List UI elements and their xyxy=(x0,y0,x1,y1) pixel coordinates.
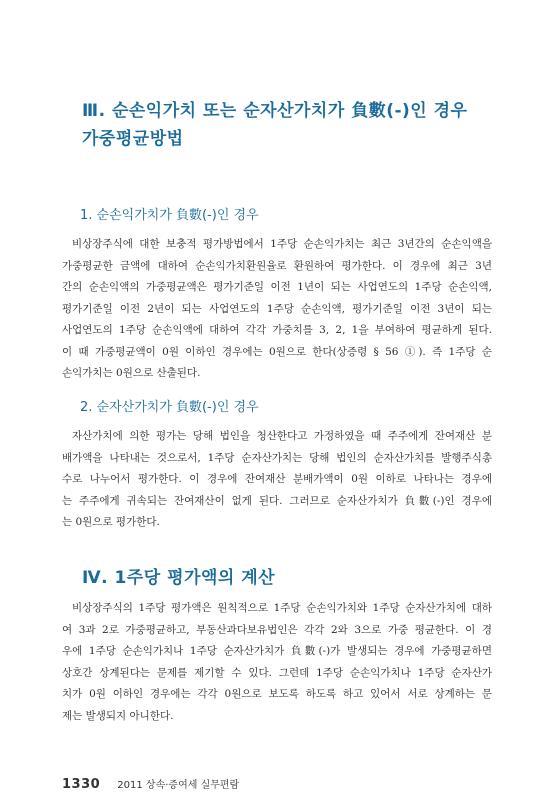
paragraph-line: 여 3과 2로 가중평균하고, 부동산과다보유법인은 각각 2와 3으로 가중 평균한다. 이 경 xyxy=(62,623,492,636)
page-footer xyxy=(62,773,239,792)
subsection-2-heading: 2. 순자산가치가 負數(-)인 경우 xyxy=(80,400,259,415)
paragraph-line: 제는 발생되지 아니한다. xyxy=(62,709,174,722)
paragraph-line: 우에 1주당 순손익가치나 1주당 순자산가치가 負數(-)가 발생되는 경우에 가중평균하면 xyxy=(62,645,492,657)
paragraph-line: 는 주주에게 귀속되는 잔여재산이 없게 된다. 그러므로 순자산가치가 負數(-)인 경우에 xyxy=(62,494,492,507)
paragraph-line: 치가 0원 이하인 경우에는 각각 0원으로 보도록 하도록 하고 있어서 서로 상계하는 문 xyxy=(62,688,492,700)
section-4-title: Ⅳ. 1주당 평가액의 계산 xyxy=(82,568,276,588)
paragraph-line: 비상장주식의 1주당 평가액은 원칙적으로 1주당 순손익가치와 1주당 순자산가치에 대하 xyxy=(72,602,492,614)
paragraph-line: 배가액을 나타내는 것으로서, 1주당 순자산가치는 당해 법인의 순자산가치를 발행주식총 xyxy=(62,451,492,464)
paragraph-line: 는 0원으로 평가한다. xyxy=(62,516,160,528)
subsection-2-paragraph xyxy=(62,426,492,534)
paragraph-line: 평가기준일 이전 2년이 되는 사업연도의 1주당 순손익액, 평가기준일 이전 3년이 되는 xyxy=(62,302,492,315)
paragraph-line: 가중평균한 금액에 대하여 순손익가치환원율로 환원하여 평가한다. 이 경우에 최근 3년 xyxy=(62,259,492,272)
section-3-title-line-1: Ⅲ. 순손익가치 또는 순자산가치가 負數(-)인 경우 xyxy=(82,101,468,121)
subsection-1-heading: 1. 순손익가치가 負數(-)인 경우 xyxy=(80,208,259,223)
paragraph-line: 사업연도의 1주당 순손익액에 대하여 각각 가중치를 3, 2, 1을 부여하여 평균하게 된다. xyxy=(62,324,492,336)
paragraph-line: 자산가치에 의한 평가는 당해 법인을 청산한다고 가정하였을 때 주주에게 잔여재산 분 xyxy=(72,430,492,442)
subsection-1-paragraph xyxy=(62,234,492,385)
paragraph-line: 상호간 상계된다는 문제를 제기할 수 있다. 그런데 1주당 순손익가치나 1주당 순자산가 xyxy=(62,666,492,679)
paragraph-line: 손익가치는 0원으로 산출된다. xyxy=(62,367,201,379)
section-4-paragraph xyxy=(62,598,492,727)
paragraph-line: 수로 나누어서 평가한다. 이 경우에 잔여재산 분배가액이 0원 이하로 나타나는 경우에 xyxy=(62,473,492,485)
paragraph-line: 이 때 가중평균액이 0원 이하인 경우에는 0원으로 한다(상증령 § 56 ①). 즉 1주당 순 xyxy=(62,345,492,358)
section-3-title-line-2: 가중평균방법 xyxy=(82,129,184,149)
footer-book-title: 2011 상속·증여세 실무편람 xyxy=(117,780,240,791)
page-number: 1330 xyxy=(62,777,101,792)
paragraph-line: 비상장주식에 대한 보충적 평가방법에서 1주당 순손익가치는 최근 3년간의 순손익액을 xyxy=(72,238,492,250)
paragraph-line: 간의 순손익액의 가중평균액은 평가기준일 이전 1년이 되는 사업연도의 1주당 순손익액, xyxy=(62,281,492,293)
